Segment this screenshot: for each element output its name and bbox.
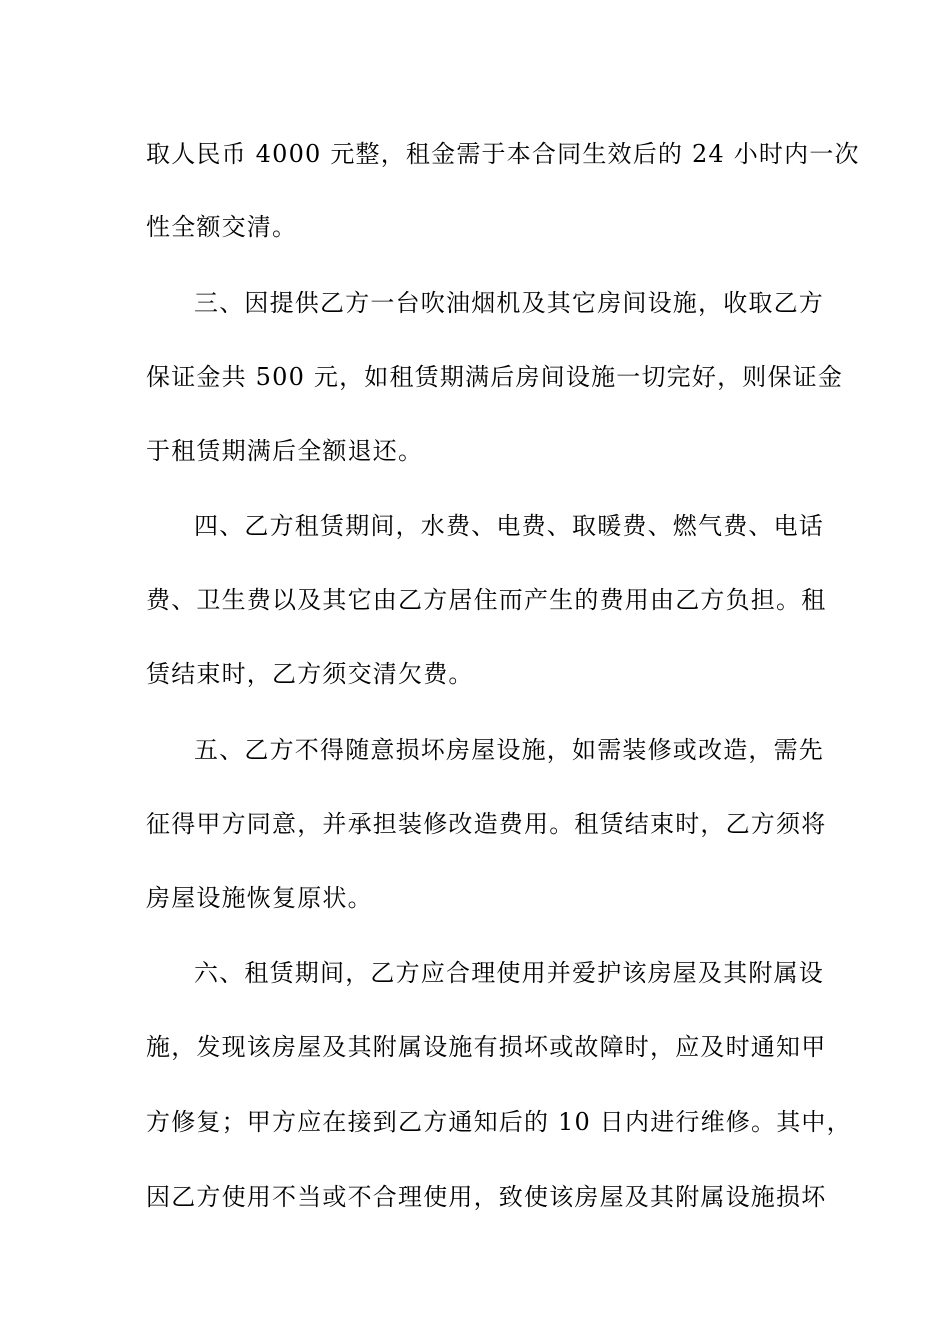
text-line: 赁结束时，乙方须交清欠费。	[146, 660, 474, 688]
text-line: 取人民币 4000 元整，租金需于本合同生效后的 24 小时内一次	[146, 140, 860, 168]
clause-6-line: 六、租赁期间，乙方应合理使用并爱护该房屋及其附属设	[194, 959, 824, 987]
text-line: 性全额交清。	[146, 213, 298, 241]
text-line: 保证金共 500 元，如租赁期满后房间设施一切完好，则保证金	[146, 363, 844, 391]
clause-3-line: 三、因提供乙方一台吹油烟机及其它房间设施，收取乙方	[194, 289, 824, 317]
text-line: 因乙方使用不当或不合理使用，致使该房屋及其附属设施损坏	[146, 1183, 827, 1211]
text-line: 费、卫生费以及其它由乙方居住而产生的费用由乙方负担。租	[146, 586, 827, 614]
clause-4-line: 四、乙方租赁期间，水费、电费、取暖费、燃气费、电话	[194, 512, 824, 540]
text-line: 施，发现该房屋及其附属设施有损坏或故障时，应及时通知甲	[146, 1033, 827, 1061]
clause-5-line: 五、乙方不得随意损坏房屋设施，如需装修或改造，需先	[194, 736, 824, 764]
text-line: 房屋设施恢复原状。	[146, 884, 373, 912]
text-line: 于租赁期满后全额退还。	[146, 437, 424, 465]
text-line: 方修复；甲方应在接到乙方通知后的 10 日内进行维修。其中，	[146, 1108, 852, 1136]
text-line: 征得甲方同意，并承担装修改造费用。租赁结束时，乙方须将	[146, 810, 827, 838]
